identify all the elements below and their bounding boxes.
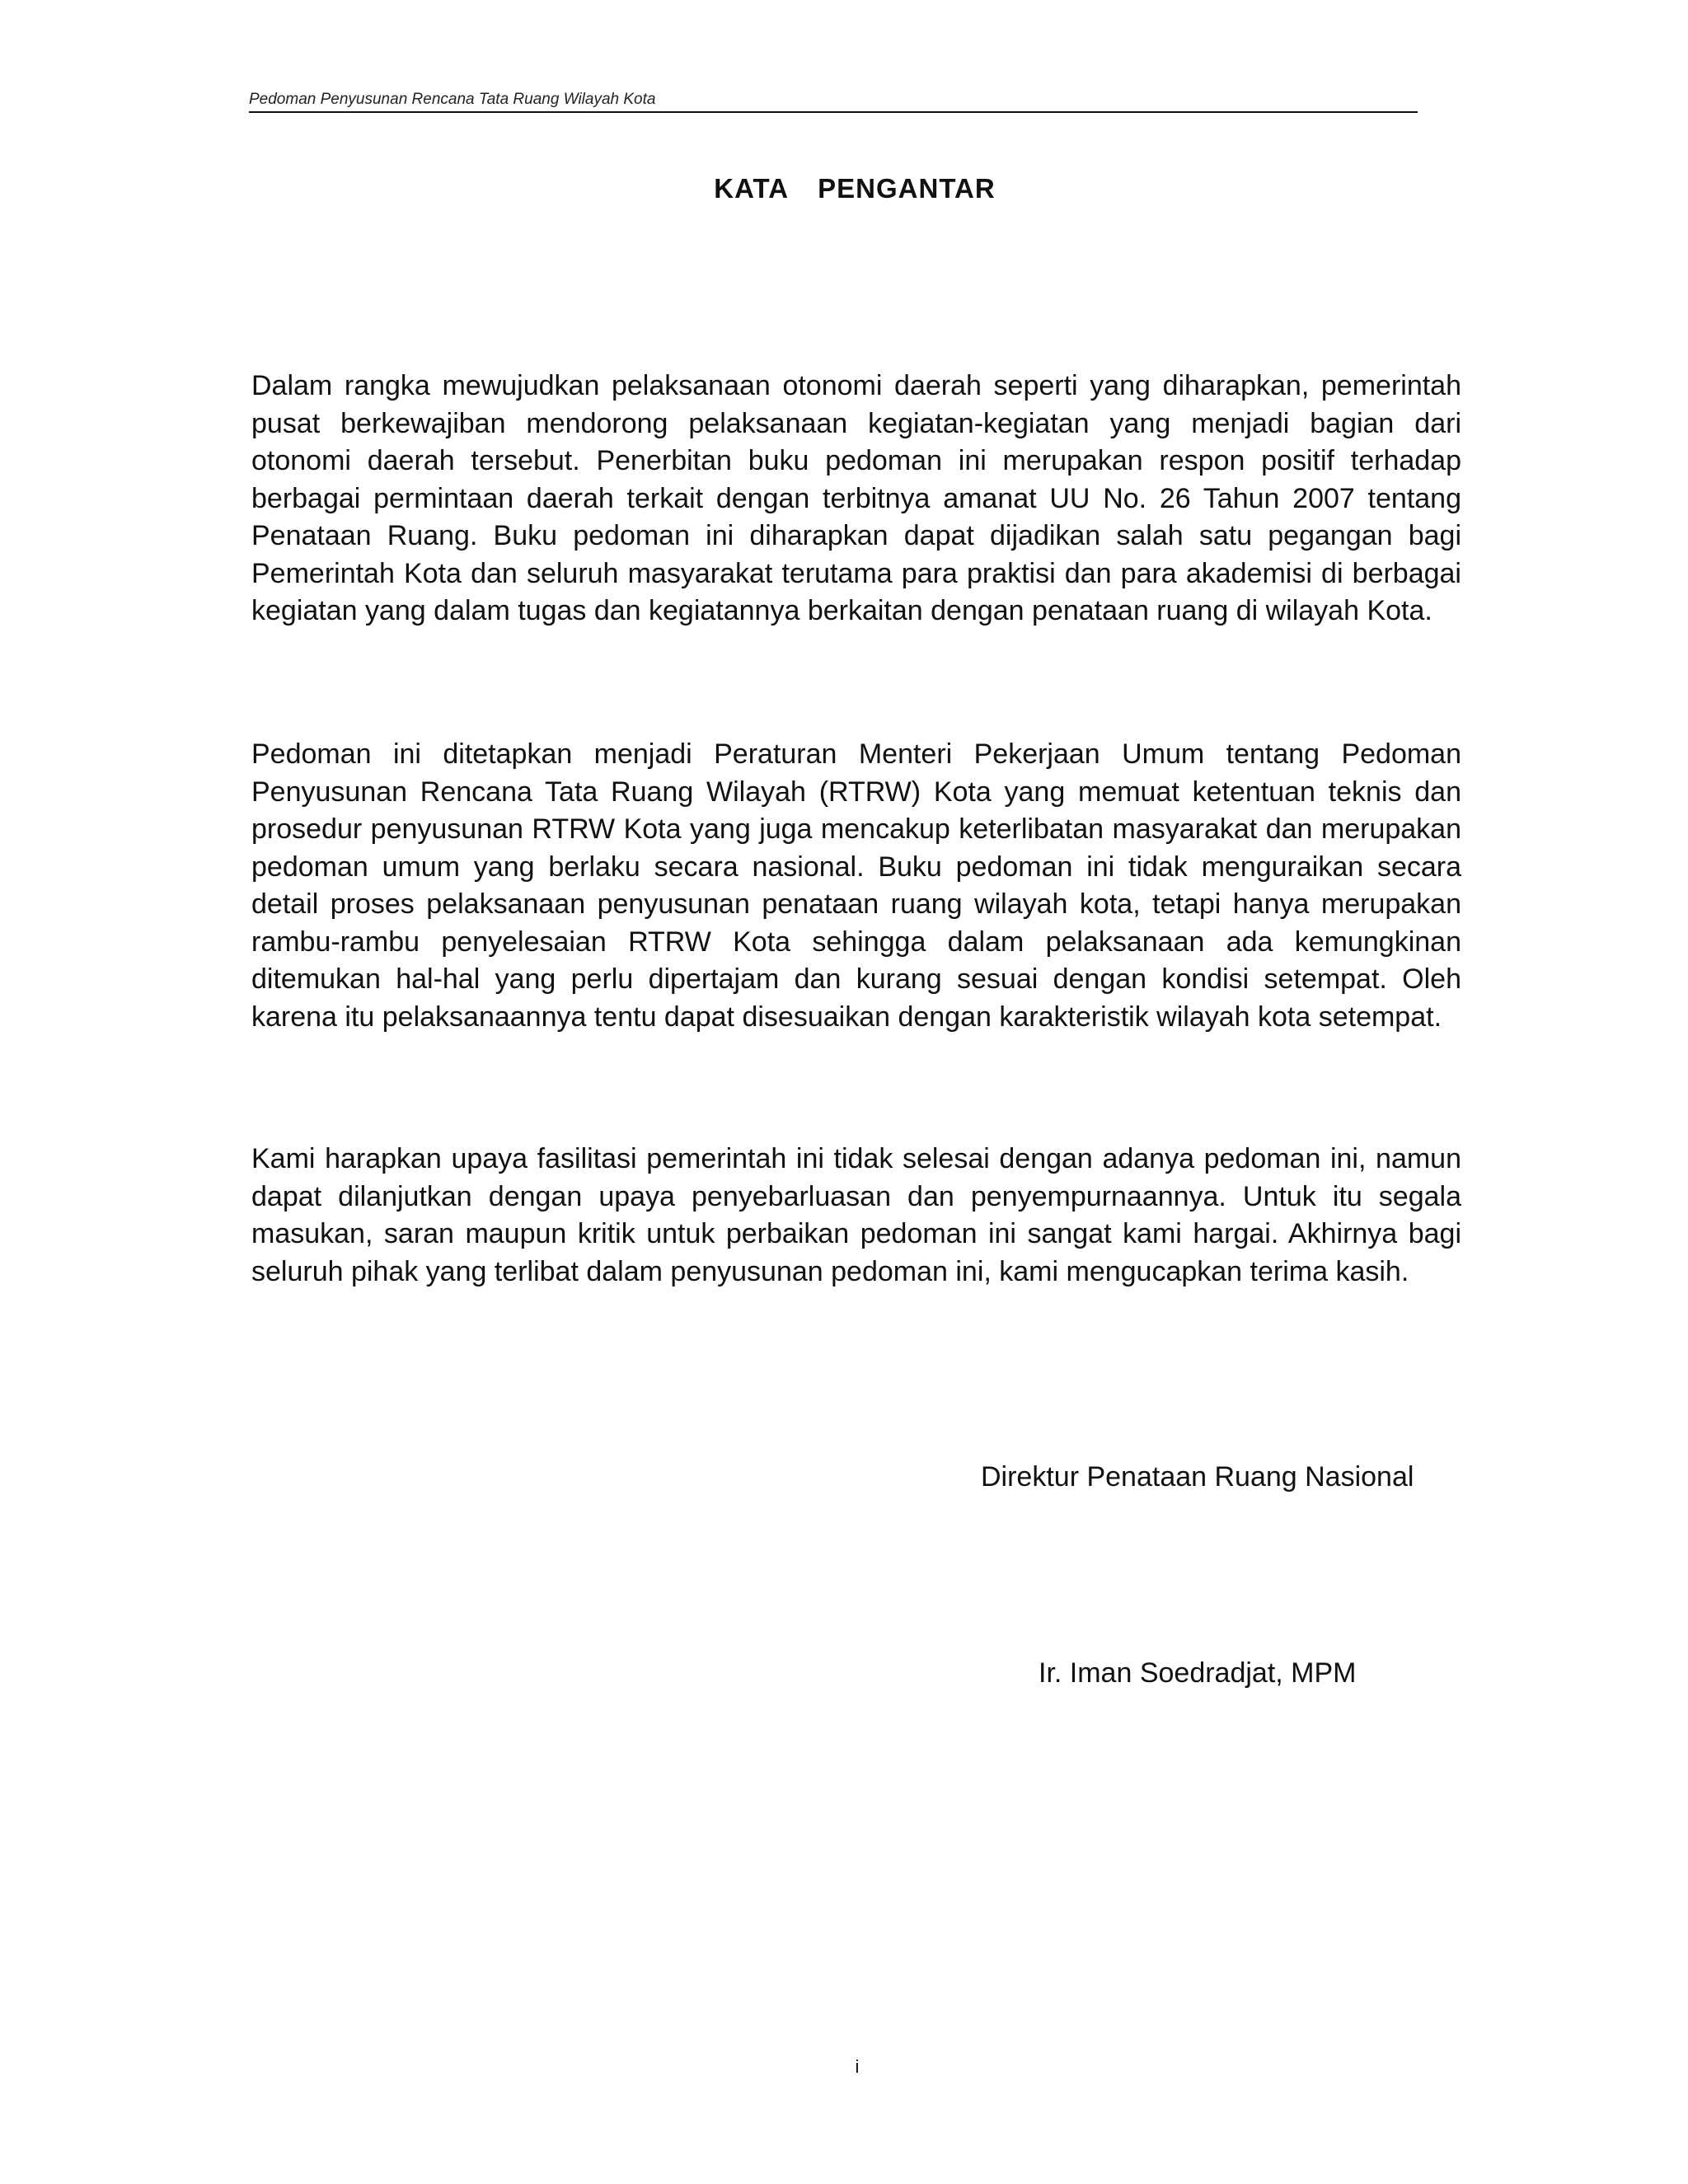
header-divider <box>249 111 1418 113</box>
page-number: i <box>855 2056 860 2077</box>
paragraph-closing: Kami harapkan upaya fasilitasi pemerintah ini tidak selesai dengan adanya pedoman ini, namun dapat dilanjutkan dengan upaya penyebarluasan dan penyempurnaannya. Untuk itu segala masukan, saran maupun kritik untuk perbaikan pedoman ini sangat kami hargai. Akhirnya bagi seluruh pihak yang terlibat dalam penyusunan pedoman ini, kami mengucapkan terima kasih. <box>251 1143 1461 1287</box>
signatory-name: Ir. Iman Soedradjat, MPM <box>1039 1657 1357 1689</box>
paragraph-regulation: Pedoman ini ditetapkan menjadi Peraturan Menteri Pekerjaan Umum tentang Pedoman Penyusunan Rencana Tata Ruang Wilayah (RTRW) Kota yang memuat ketentuan teknis dan prosedur penyusunan RTRW Kota yang juga mencakup keterlibatan masyarakat dan merupakan pedoman umum yang berlaku secara nasional. Buku pedoman ini tidak menguraikan secara detail proses pelaksanaan penyusunan penataan ruang wilayah kota, tetapi hanya merupakan rambu-rambu penyelesaian RTRW Kota sehingga dalam pelaksanaan ada kemungkinan ditemukan hal-hal yang perlu dipertajam dan kurang sesuai dengan kondisi setempat. Oleh karena itu pelaksanaannya tentu dapat disesuaikan dengan karakteristik wilayah kota setempat. <box>251 738 1461 1033</box>
page-title: KATA PENGANTAR <box>714 173 996 204</box>
running-header: Pedoman Penyusunan Rencana Tata Ruang Wilayah Kota <box>249 91 656 108</box>
paragraph-intro: Dalam rangka mewujudkan pelaksanaan otonomi daerah seperti yang diharapkan, pemerintah pusat berkewajiban mendorong pelaksanaan kegiatan-kegiatan yang menjadi bagian dari otonomi daerah tersebut. Penerbitan buku pedoman ini merupakan respon positif terhadap berbagai permintaan daerah terkait dengan terbitnya amanat UU No. 26 Tahun 2007 tentang Penataan Ruang. Buku pedoman ini diharapkan dapat dijadikan salah satu pegangan bagi Pemerintah Kota dan seluruh masyarakat terutama para praktisi dan para akademisi di berbagai kegiatan yang dalam tugas dan kegiatannya berkaitan dengan penataan ruang di wilayah Kota. <box>251 370 1461 626</box>
signatory-position: Direktur Penataan Ruang Nasional <box>981 1461 1414 1493</box>
